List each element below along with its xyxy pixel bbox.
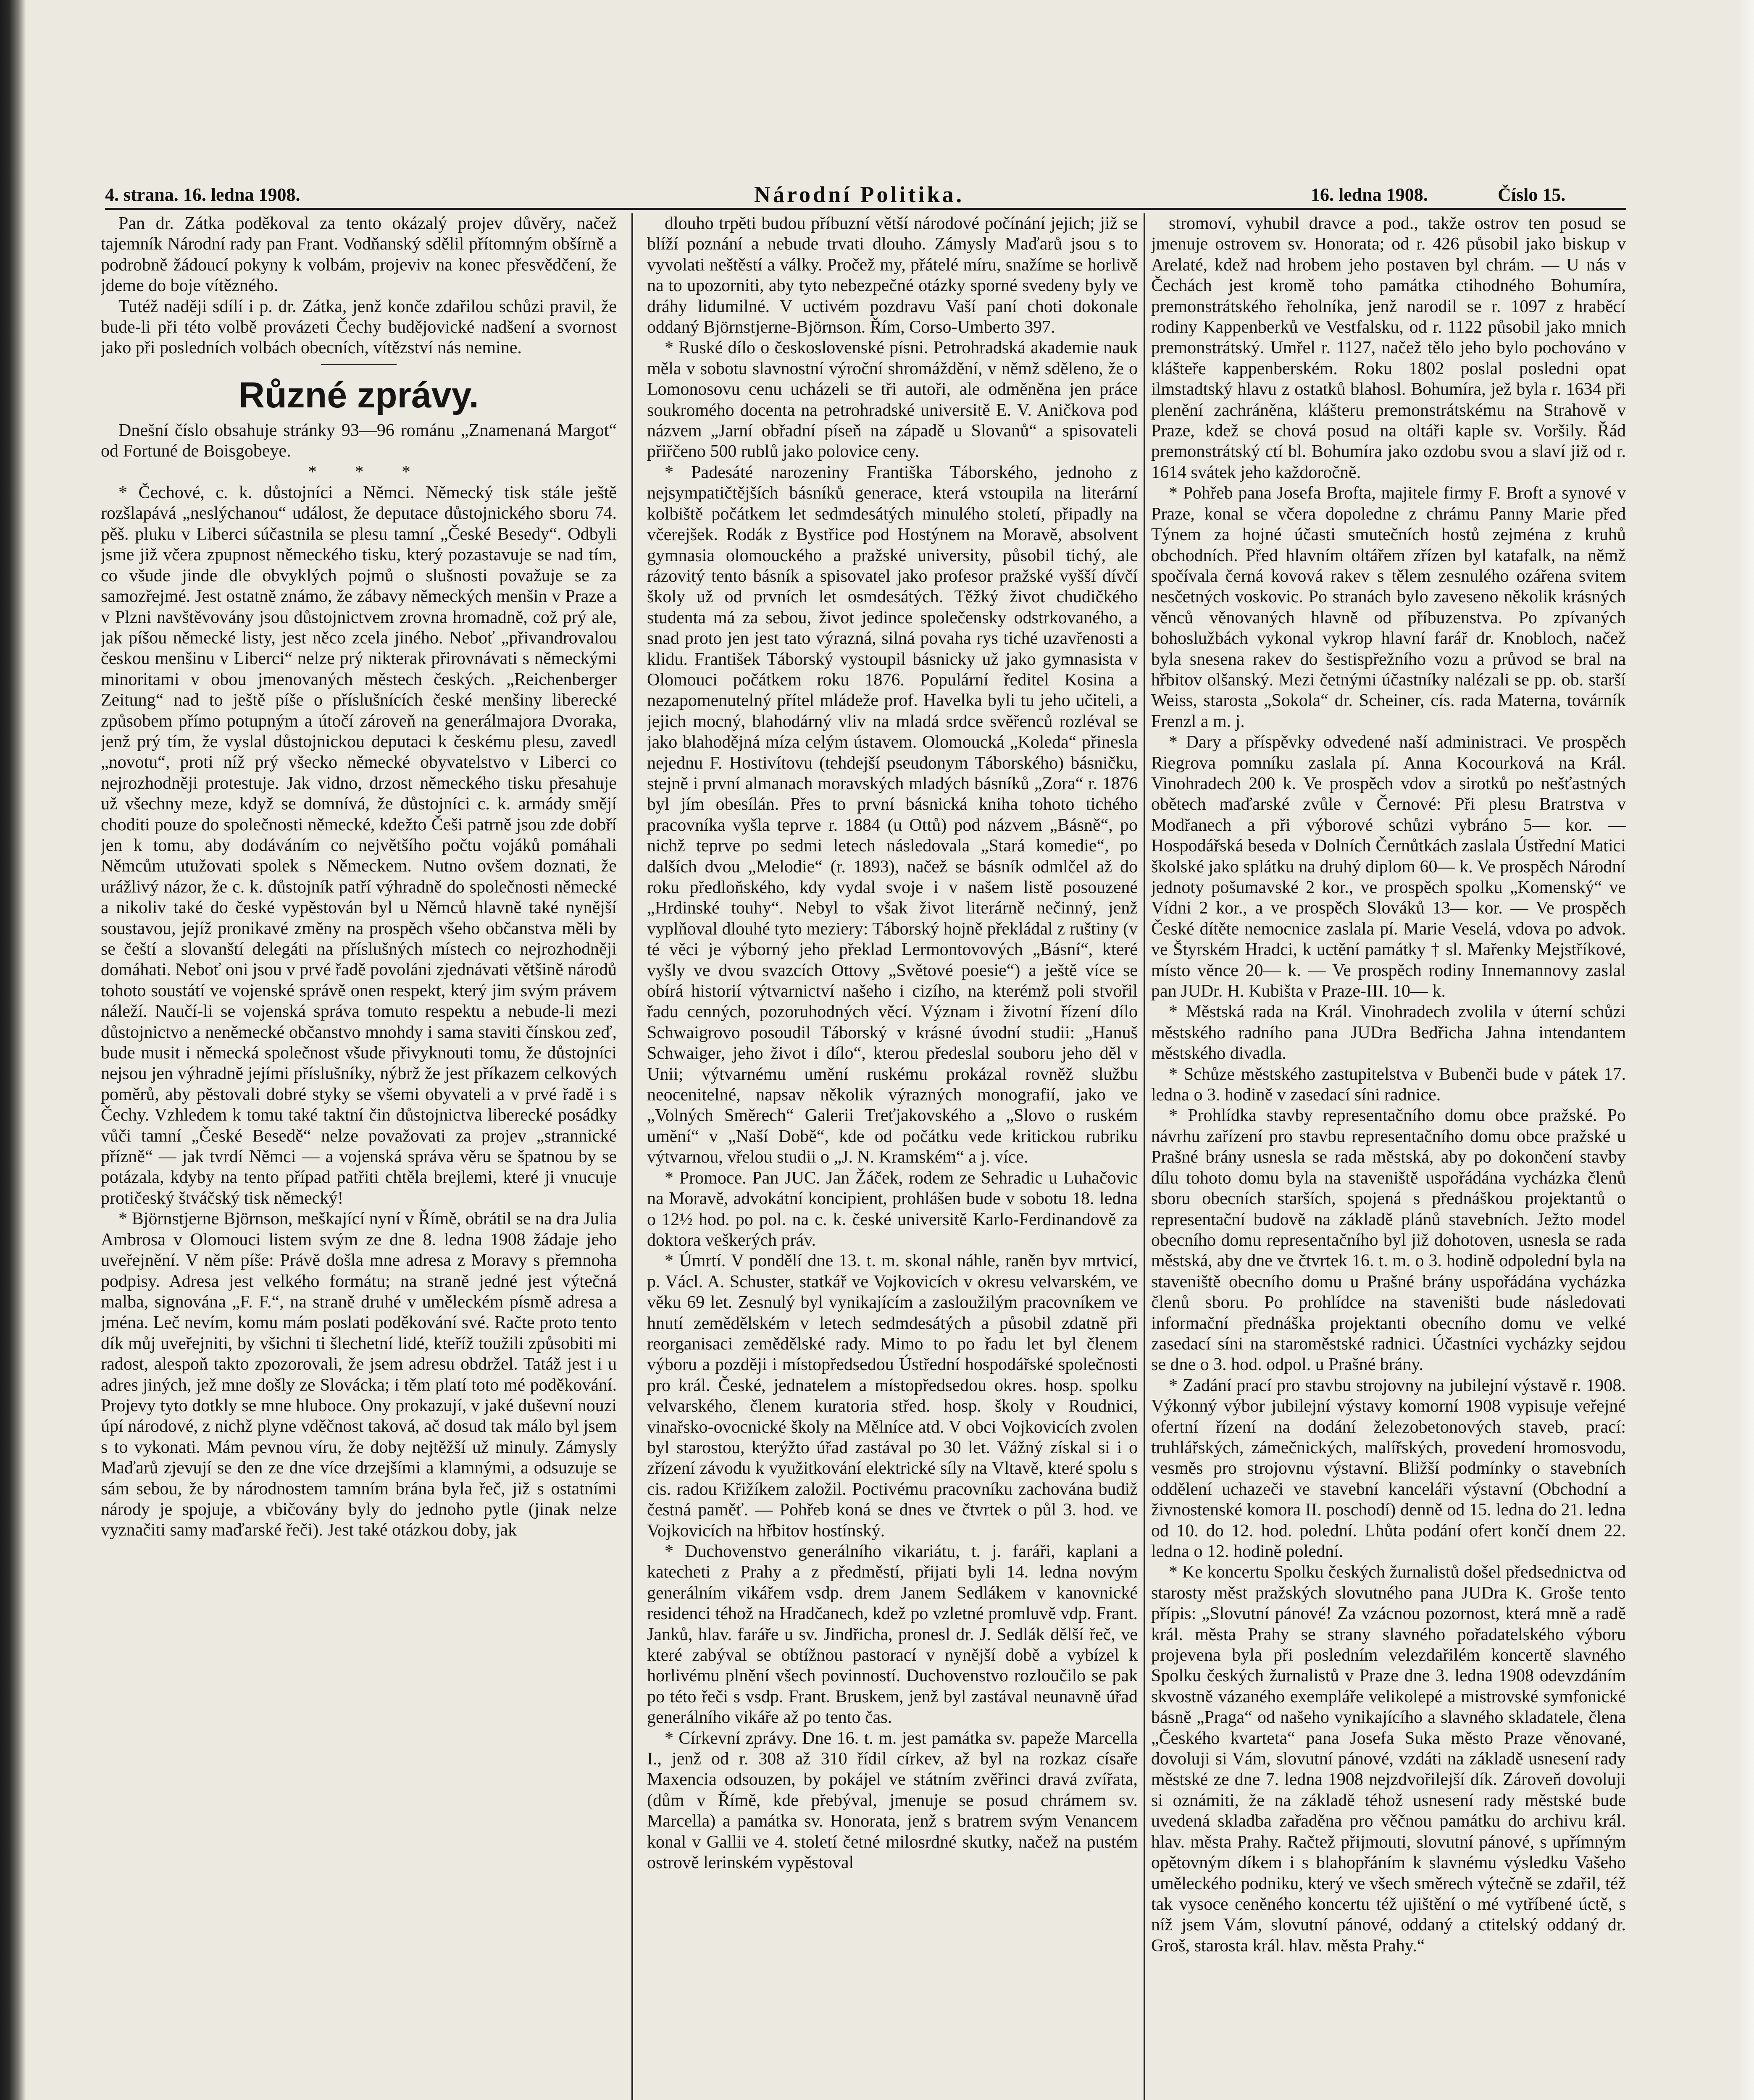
news-item: * Prohlídka stavby representačního domu obce pražské. Po návrhu zařízení pro stavbu representačního domu obce pražské u Prašné brány usnesla se rada městská, aby po dokončení stavby dílu tohoto domu byla na staveniště uspořádána vycházka členů sboru obecních starších, spojená s přednáškou projektantů o representační budově na základě plánů stavebních. Ježto model obecního domu representačního byl již dohotoven, usnesla se rada městská, aby dne ve čtvrtek 16. t. m. o 3. hodině odpolední byla na staveniště obecního domu u Prašné brány uspořádána vycházka členů sboru. Po prohlídce na staveništi bude následovati informační přednáška projektanti obecního domu ve velké zasedací síni na staroměstské radnici. Účastníci vycházky sejdou se dne o 3. hod. odpol. u Prašné brány. <box>1151 1106 1626 1375</box>
news-item: * Dary a příspěvky odvedené naší administraci. Ve prospěch Riegrova pomníku zaslala pí. Anna Kocourková na Král. Vinohradech 200 k. Ve prospěch vdov a sirotků po nešťastných obětech maďarské zvůle v Černové: Při plesu Bratrstva v Modřanech a při výborové schůzi vybráno 5— kor. — Hospodářská beseda v Dolních Černůtkách zaslala Ústřední Matici školské jako splátku na druhý diplom 60— k. Ve prospěch Národní jednoty pošumavské 2 kor., ve prospěch spolku „Komenský“ ve Vídni 2 kor., a ve prospěch Slováků 13— kor. — Ve prospěch České dítěte nemocnice zaslala pí. Marie Veselá, vdova po advok. ve Štyrském Hradci, k uctění památky † sl. Mařenky Mejstříkové, místo věnce 20— k. — Ve prospěch rodiny Innemannovy zaslal pan JUDr. H. Kubišta v Praze-III. 10— k. <box>1151 732 1626 1001</box>
page-number-date: 4. strana. 16. ledna 1908. <box>105 184 300 205</box>
issue-number: Číslo 15. <box>1498 184 1566 205</box>
news-item: * Městská rada na Král. Vinohradech zvolila v úterní schůzi městského radního pana JUDra Bedřicha Jahna intendantem městského divadla. <box>1151 1002 1626 1063</box>
scan-shadow-left <box>0 0 26 2100</box>
news-item: * Schůze městského zastupitelstva v Bubenči bude v pátek 17. ledna o 3. hodině v zasedací síni radnice. <box>1151 1064 1626 1105</box>
column-divider <box>631 213 633 2100</box>
scan-edge-right <box>1739 0 1754 2100</box>
column-2 <box>647 213 1138 2100</box>
news-item: * Pohřeb pana Josefa Brofta, majitele firmy F. Broft a synové v Praze, konal se včera dopoledne z chrámu Panny Marie před Týnem za hojné účasti smutečních hostů zejména z kruhů obchodních. Před hlavním oltářem zřízen byl katafalk, na němž spočívala černá kovová rakev s tělem zesnulého ozářena svitem nesčetných voskovic. Po stranách bylo zaveseno několik krásných věnců věnovaných hlavně od příbuzenstva. Po zpívaných bohoslužbách vykonal vykrop hlavní farář dr. Knobloch, načež byla snesena rakev do šestispřežního vozu a průvod se bral na hřbitov olšanský. Mezi četnými účastníky nalézali se pp. ob. starší Weiss, starosta „Sokola“ dr. Scheiner, cís. rada Materna, továrník Frenzl a m. j. <box>1151 483 1626 731</box>
paragraph: Tutéž naději sdílí i p. dr. Zátka, jenž konče zdařilou schůzi pravil, že bude-li při této volbě provázeti Čechy budějovické nadšení a svornost jako při posledních volbách obecních, vítězství nás nemine. <box>101 297 617 358</box>
header-rule <box>105 208 1626 210</box>
column-1 <box>101 213 617 2100</box>
news-item: * Církevní zprávy. Dne 16. t. m. jest památka sv. papeže Marcella I., jenž od r. 308 až 310 řídil církev, až byl na rozkaz císaře Maxencia odsouzen, by pokájel ve státním zvěřinci dravá zvířata, (dům v Římě, kde přebýval, jmenuje se posud chrámem sv. Marcella) a památka sv. Honorata, jenž s bratrem svým Venancem konal v Gallii ve 4. století četné milosrdné skutky, načež na pustém ostrově lerinském vypěstoval <box>647 1728 1138 1873</box>
news-item: * Duchovenstvo generálního vikariátu, t. j. faráři, kaplani a katecheti z Prahy a z předměstí, přijati byli 14. ledna novým generálním vikářem vsdp. drem Janem Sedlákem v kanovnické residenci téhož na Hradčanech, kdež po vzletné promluvě vdp. Frant. Janků, hlav. faráře u sv. Jindřicha, pronesl dr. J. Sedlák dělší řeč, ve které zabýval se obtížnou pastorací v nynější době a vybízel k horlivému plnění všech povinností. Duchovenstvo rozloučilo se pak po této řeči s vsdp. Frant. Bruskem, jenž byl zastával neunavně úřad generálního vikáře až po tento čas. <box>647 1542 1138 1727</box>
issue-date: 16. ledna 1908. <box>1311 184 1428 205</box>
news-item: * Ruské dílo o československé písni. Petrohradská akademie nauk měla v sobotu slavnostní výroční shromáždění, v němž sděleno, že o Lomonosovu cenu ucházeli se tři autoři, ale odměněna jen práce soukromého docenta na petrohradské universitě E. V. Aničkova pod názvem „Jarní obřadní píseň na západě u Slovanů“ a spisovateli přiřčeno 500 rublů jako polovice ceny. <box>647 338 1138 462</box>
news-item: * Ke koncertu Spolku českých žurnalistů došel předsednictva od starosty měst pražských slovutného pana JUDra K. Groše tento přípis: „Slovutní pánové! Za vzácnou pozornost, která mně a radě král. města Prahy se strany slavného pořadatelského výboru projevena byla při posledním velezdařilém koncertě slavného Spolku českých žurnalistů v Praze dne 3. ledna 1908 odevzdáním skvostně vázaného exempláře velikolepé a mistrovské symfonické básně „Praga“ od našeho vynikajícího a slavného skladatele, člena „Českého kvarteta“ pana Josefa Suka město Praze věnované, dovoluji si Vám, slovutní pánové, vzdáti na základě usnesení rady městské ze dne 7. ledna 1908 nejzdvořilejší dík. Zároveň dovoluji si oznámiti, že na základě téhož usnesení rady městské bude uvedená skladba zařaděna pro věčnou památku do archivu král. hlav. města Prahy. Račtež přijmouti, slovutní pánové, s upřímným opětovným díkem i s blahopřáním k slavnému výsledku Vašeho uměleckého podniku, který ve všech směrech výtečně se zdařil, též tak vysoce ceněného koncertu též ujištění o mé vytříbené úctě, s níž jsem Vám, slovutní pánové, oddaný a ctitelský oddaný dr. Groš, starosta král. hlav. města Prahy.“ <box>1151 1562 1626 1956</box>
paragraph: Dnešní číslo obsahuje stránky 93—96 románu „Znamenaná Margot“ od Fortuné de Boisgobeye. <box>101 420 617 461</box>
asterism: * * * <box>308 462 427 482</box>
news-item: * Čechové, c. k. důstojníci a Němci. Německý tisk stále ještě rozšlapává „neslýchanou“ událost, že deputace důstojnického sboru 74. pěš. pluku v Liberci súčastnila se plesu tamní „České Besedy“. Odbyli jsme již včera zpupnost německého tisku, který pozastavuje se nad tím, co všude jinde dle obvyklých pojmů o slušnosti považuje se za samozřejmé. Jest ostatně známo, že zábavy německých menšin v Praze a v Plzni navštěvovány jsou důstojnictvem zrovna hromadně, což prý ale, jak píšou německé listy, jest něco zcela jiného. Neboť „přivandrovalou českou menšinu v Liberci“ nelze prý nikterak přirovnávati s německými minoritami v obou jmenovaných městech českých. „Reichenberger Zeitung“ nad to ještě píše o příslušnících české menšiny liberecké způsobem přímo potupným a útočí zároveň na generálmajora Dvoraka, jenž prý tím, že vyslal důstojnickou deputaci k českému plesu, zavedl „novotu“, proti níž prý všecko německé obyvatelstvo v Liberci co nejrozhodněji protestuje. Jak vidno, drzost německého tisku přesahuje už všechny meze, když se domnívá, že důstojníci c. k. armády smějí choditi pouze do společnosti německé, kdežto Češi patrně jsou zde dobří jen k tomu, aby dodáváním co největšího počtu vojáků pomáhali Němcům utužovati spolek s Německem. Nutno ovšem doznati, že urážlivý názor, že c. k. důstojník patří výhradně do společnosti německé a nikoliv také do české vypěstován byl u Němců hlavně také nynější soustavou, jejíž pronikavé změny na prospěch všeho občanstva měli by se čeští a slovanští delegáti na příslušných místech co nejrozhodněji domáhati. Neboť oni jsou v prvé řadě povoláni zjednávati většině národů tohoto soustátí ve vojenské správě onen respekt, který jim svým právem náleží. Naučí-li se vojenská správa tomuto respektu a nebude-li mezi důstojnictvo a neněmecké občanstvo mnohdy i sama staviti čínskou zeď, bude musit i německá společnost všude přivyknouti tomu, že důstojníci nejsou jen výhradně jejími příslušníky, nýbrž že jest příkazem celkových poměrů, aby pěstovali dobré styky se všemi obyvateli a v prvé řadě i s Čechy. Vzhledem k tomu také taktní čin důstojnictva liberecké posádky vůči tamní „České Besedě“ nelze považovati za projev „strannické přízně“ — jak tvrdí Němci — a vojenská správa věru se špatnou by se potázala, kdyby na tento případ patřiti chtěla brejlemi, které ji vnucuje protičeský štváčský tisk německý! <box>101 483 617 1208</box>
news-item: * Padesáté narozeniny Františka Táborského, jednoho z nejsympatičtějších básníků generace, která vstoupila na literární kolbiště počátkem let sedmdesátých minulého století, připadly na včerejšek. Rodák z Bystřice pod Hostýnem na Moravě, absolvent gymnasia olomouckého a pražské university, působil tichý, ale rázovitý tento básník a spisovatel jako profesor pražské vyšší dívčí školy už od prvních let osmdesátých. Těžký život chudičkého studenta má za sebou, život jedince společensky odstrkovaného, a snad proto jen jest tato výrazná, silná povaha rys tiché uzavřenosti a klidu. František Táborský vystoupil básnicky už jako gymnasista v Olomouci počátkem roku 1876. Populární ředitel Kosina a nezapomenutelný přítel mládeže prof. Havelka byli tu jeho učiteli, a jejich mocný, blahodárný vliv na mladá srdce svěřenců rozléval se jako blahodějná míza celým ústavem. Olomoucká „Koleda“ přinesla nejednu F. Hostivítovu (tehdejší pseudonym Táborského) básničku, stejně i první almanach moravských mladých básníků „Zora“ r. 1876 byl jím obesílán. Přes to první básnická kniha tohoto tichého pracovníka vyšla teprve r. 1884 (u Ottů) pod názvem „Básně“, po nichž teprve po sedmi letech následovala „Stará komedie“, po dalších dvou „Melodie“ (r. 1893), načež se básník odmlčel až do roku předloňského, kdy vydal svoje i v našem listě posouzené „Hrdinské touhy“. Nebyl to však život literárně nečinný, jenž vyplňoval dlouhé tyto meziery: Táborský hojně překládal z ruštiny (v té věci je výborný jeho překlad Lermontovových „Básní“, které vyšly ve dvou svazcích Ottovy „Světové poesie“) a ještě více se obírá historií výtvarnictví našeho i cizího, na kterémž poli stvořil řadu cenných, pozoruhodných věcí. Význam i životní řízení dílo Schwaigrovo posoudil Táborský v krásné úvodní studii: „Hanuš Schwaiger, jeho život i dílo“, kterou předeslal souboru jeho děl v Unii; výtvarnému umění ruskému prokázal rovněž službu neocenitelné, napsav několik výrazných monografií, jako ve „Volných Směrech“ Galerii Treťjakovského a „Slovo o ruském umění“ v „Naší Době“, kde od počátku vede kritickou rubriku výtvarnou, vřelou studii o „J. N. Kramském“ a j. více. <box>647 462 1138 1167</box>
news-item: * Promoce. Pan JUC. Jan Žáček, rodem ze Sehradic u Luhačovic na Moravě, advokátní koncipient, prohlášen bude v sobotu 18. ledna o 12½ hod. po pol. na c. k. české universitě Karlo-Ferdinandově za doktora veškerých práv. <box>647 1168 1138 1250</box>
short-divider <box>321 364 397 365</box>
paragraph: stromoví, vyhubil dravce a pod., takže ostrov ten posud se jmenuje ostrovem sv. Honorata; od r. 426 působil jako biskup v Arelaté, kdež nad hrobem jeho postaven byl chrám. — U nás v Čechách jest kromě toho památka ctihodného Bohumíra, premonstrátského řeholníka, jenž narodil se r. 1097 z hraběcí rodiny Kappenberků ve Vestfalsku, od r. 1122 působil jako mnich premonstrátský. Umřel r. 1127, načež tělo jeho bylo pochováno v klášteře kappenberském. Roku 1802 poslal posledni opat ilmstadtský hlavu z ostatků blahosl. Bohumíra, jež byla r. 1634 při plenění zachráněna, klášteru premonstrátskému na Strahově v Praze, kdež se chová posud na oltáři kaple sv. Voršily. Řád premonstrátský ctí bl. Bohumíra jako ozdobu svou a slaví již od r. 1614 svátek jeho každoročně. <box>1151 214 1626 482</box>
news-item: * Úmrtí. V pondělí dne 13. t. m. skonal náhle, raněn byv mrtvicí, p. Václ. A. Schuster, statkář ve Vojkovicích v okresu velvarském, ve věku 69 let. Zesnulý byl vynikajícím a zasloužilým pracovníkem ve hnutí zemědělském v letech sedmdesátých a působil zdatně při reorganisaci zemědělské rady. Mimo to po řadu let byl členem výboru a později i místopředsedou Ústřední hospodářské společnosti pro král. České, jednatelem a místopředsedou okres. hosp. spolku velvarského, členem kuratoria střed. hosp. školy v Roudnici, vinařsko-ovocnické školy na Mělníce atd. V obci Vojkovicích zvolen byl starostou, kterýžto úřad zastával po 30 let. Vážný získal si i o zřízení závodu k využitkování elektrické síly na Vltavě, které spolu s cis. radou Křižíkem založil. Poctivému pracovníku zachována budiž čestná paměť. — Pohřeb koná se dnes ve čtvrtek o půl 3. hod. ve Vojkovicích na hřbitov hostínský. <box>647 1251 1138 1541</box>
column-3 <box>1151 213 1626 2100</box>
column-divider <box>1144 213 1145 2100</box>
paragraph: Pan dr. Zátka poděkoval za tento okázalý projev důvěry, načež tajemník Národní rady pan Frant. Vodňanský sdělil přítomným obšírně a podrobně žádoucí pokyny k volbám, projeviv na konec přesvědčení, že jdeme do boje vítězného. <box>101 214 617 296</box>
news-item: * Zadání prací pro stavbu strojovny na jubilejní výstavě r. 1908. Výkonný výbor jubilejní výstavy komorní 1908 vypisuje veřejné ofertní řízení na dodání železobetonových staveb, prací: truhlářských, zámečnických, malířských, provedení hromosvodu, vesměs pro strojovnu výstavní. Bližší podmínky o stavebních oddělení uchazeči ve stavební kanceláři výstavní (Obchodní a živnostenské komora II. poschodí) denně od 15. ledna do 21. ledna od 10. do 12. hod. polední. Lhůta podání ofert končí dnem 22. ledna o 12. hodině polední. <box>1151 1376 1626 1561</box>
news-item: * Björnstjerne Björnson, meškající nyní v Římě, obrátil se na dra Julia Ambrosa v Olomouci listem svým ze dne 8. ledna 1908 žádaje jeho uveřejnění. V něm píše: Právě došla mne adresa z Moravy s přemnoha podpisy. Adresa jest velkého formátu; na straně jedné jest výtečná malba, signována „F. F.“, na straně druhé v uměleckém písmě adresa a jména. Leč nevím, komu mám poslati poděkování své. Račte proto tento dík můj uveřejniti, by všichni ti šlechetní lidé, kteříž toužili způsobiti mi radost, alespoň takto zpozorovali, že jsem adresu obdržel. Tatáž jest i u adres jiných, jež mne došly ze Slovácka; i těm platí toto mé poděkování. Projevy tyto dotkly se mne hluboce. Ony prokazují, v jaké duševní nouzi úpí národové, z nichž plyne vděčnost taková, ač dosud tak málo byl jsem s to vykonati. Mám pevnou víru, že doby nejtěžší už minuly. Zámysly Maďarů zjevují se den ze dne více drzejšími a klamnými, a odsuzuje se sám sebou, že by národnostem tamním brána byla řeč, již s ostatními národy je spojuje, a vbičovány byly do jednoho pytle (jinak nelze vyznačiti samy maďarské řeči). Jest také otázkou doby, jak <box>101 1209 617 1540</box>
paragraph: dlouho trpěti budou příbuzní větší národové počínání jejich; již se blíží poznání a nebude trvati dlouho. Zámysly Maďarů jsou s to vyvolati neštěstí a války. Pročež my, přátelé míru, snažíme se horlivě na to upozorniti, aby tyto nebezpečné otázky sporné svedeny byly ve dráhy lidumilné. V uctivém pozdravu Vaší paní choti dokonale oddaný Björnstjerne-Björnson. Řím, Corso-Umberto 397. <box>647 214 1138 337</box>
masthead-title: Národní Politika. <box>754 182 965 207</box>
section-heading: Různé zprávy. <box>239 375 479 415</box>
